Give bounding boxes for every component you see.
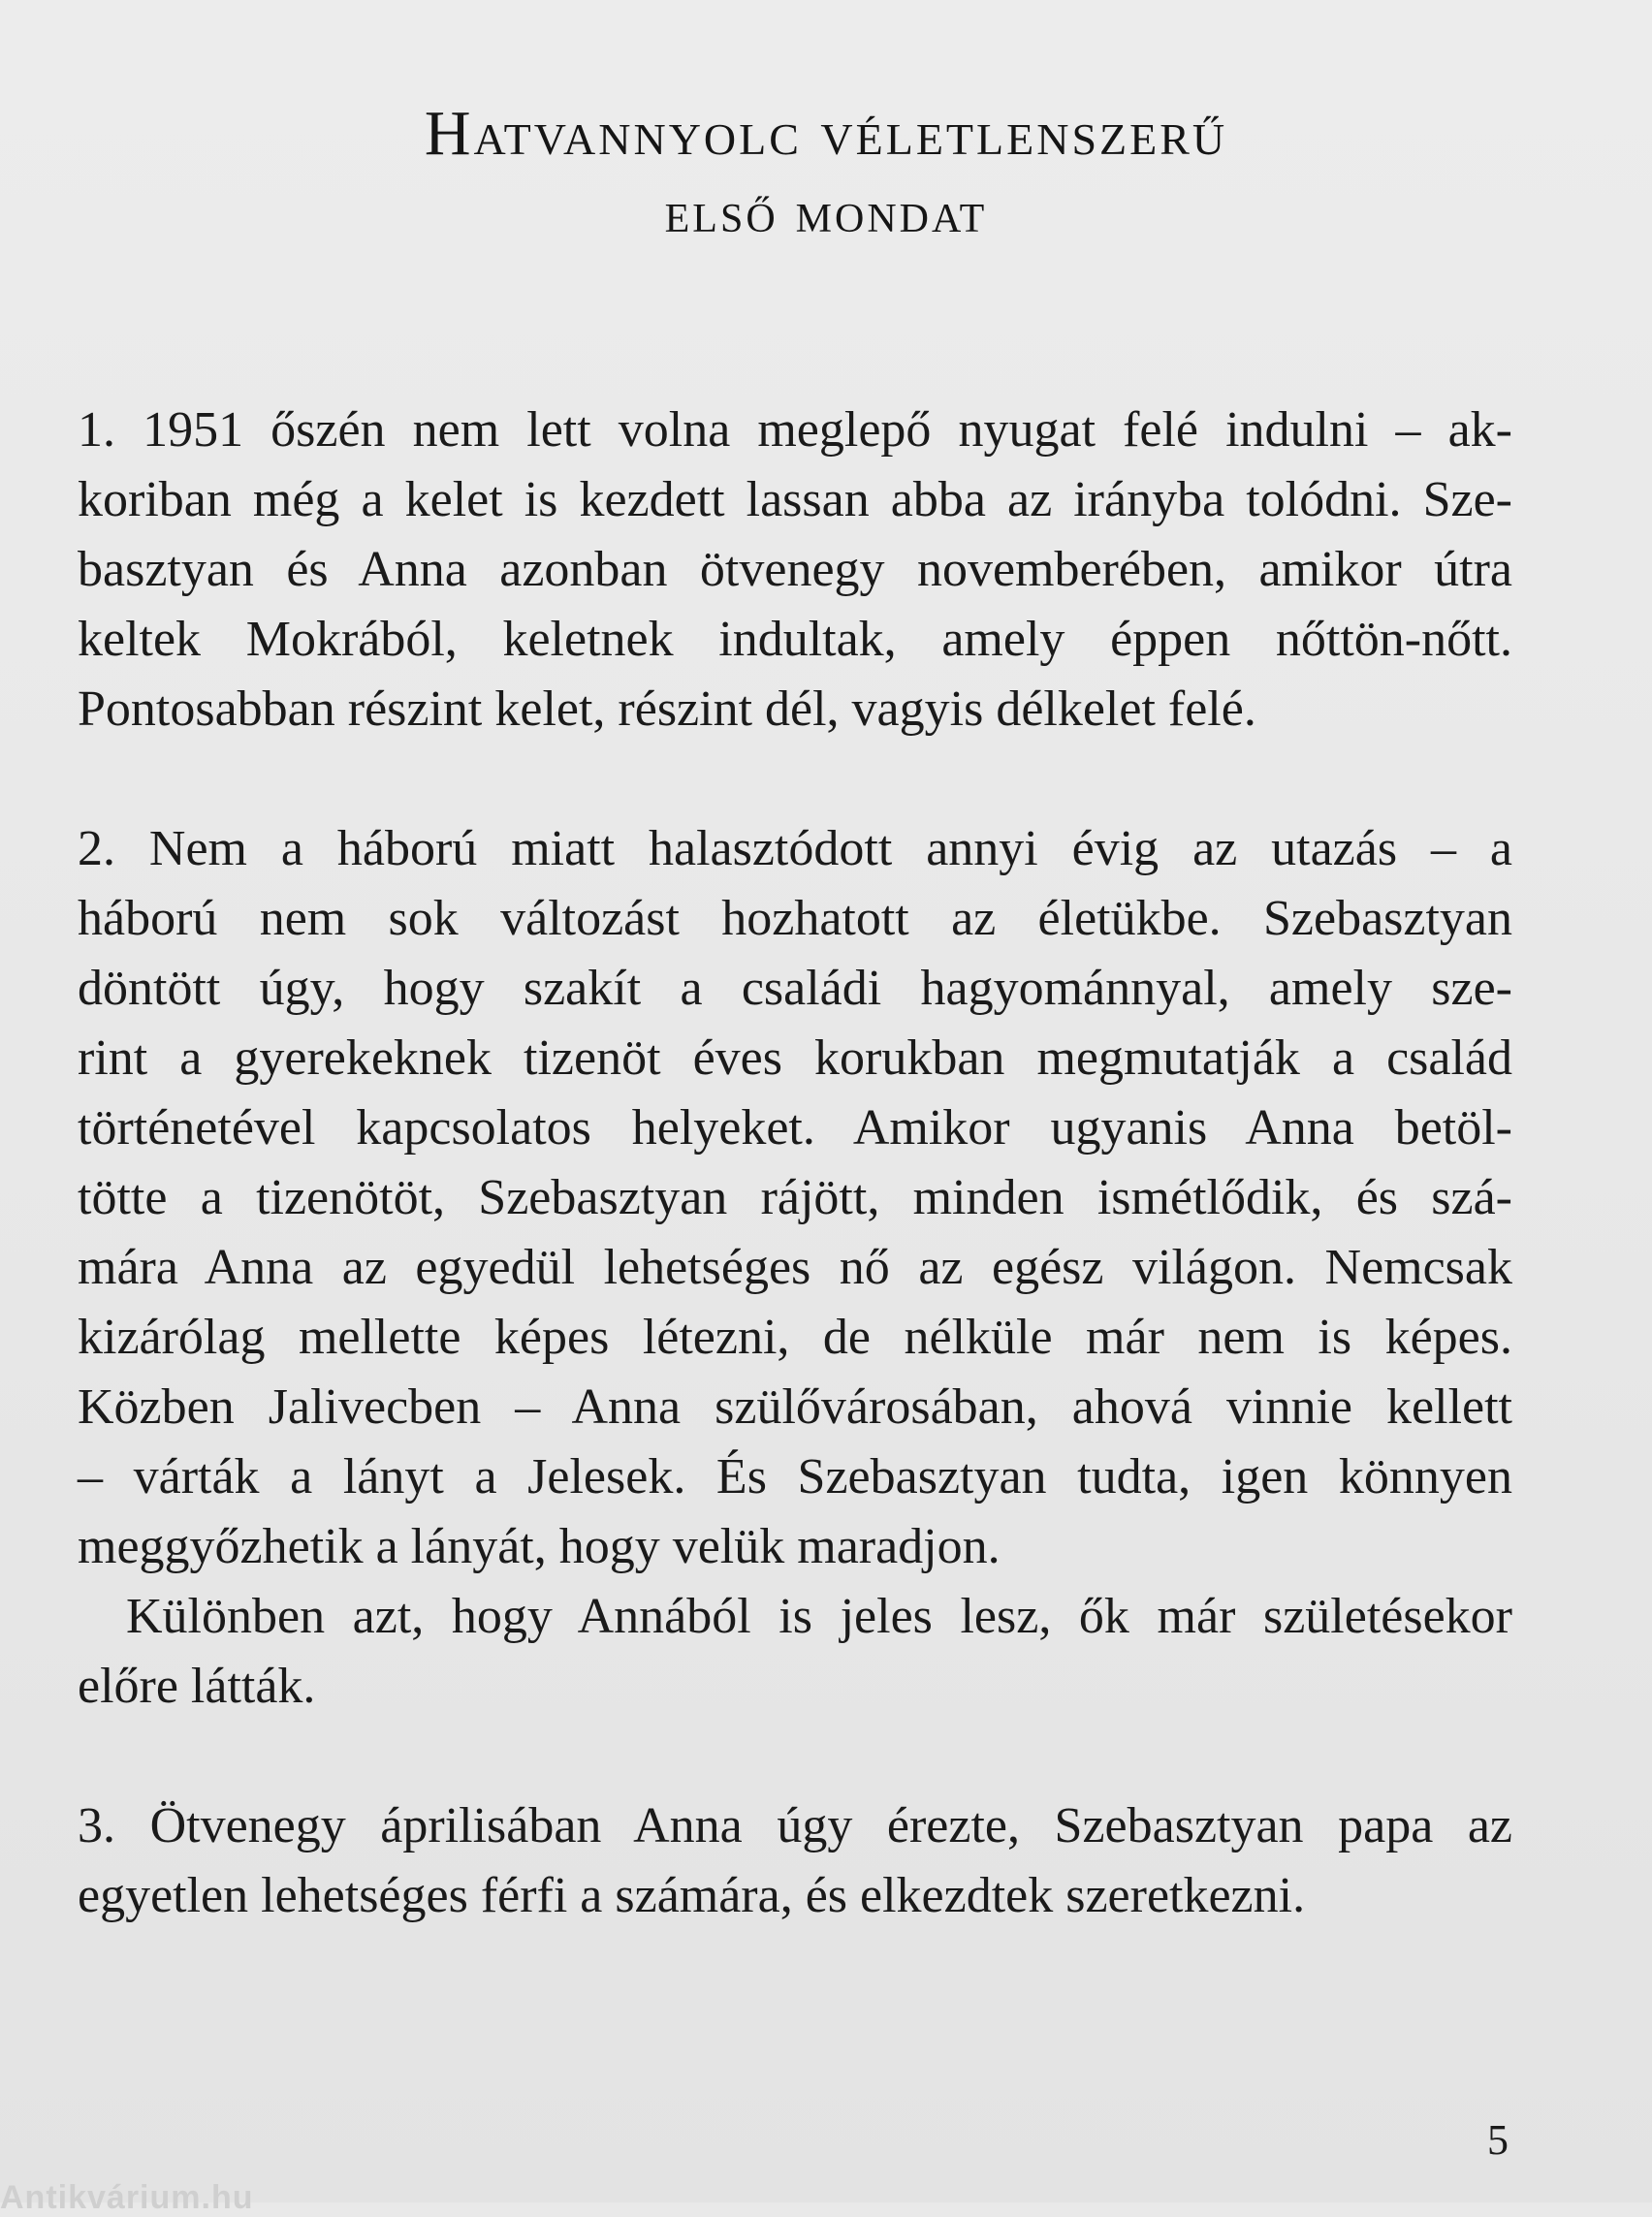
page-number: 5 (1487, 2116, 1509, 2164)
paragraph-3-line: 3. Ötvenegy áprilisában Anna úgy érezte, Szebasztyan papa az (78, 1798, 1512, 1853)
paragraph-2b-line: előre látták. (78, 1659, 316, 1714)
paragraph-2-line: rint a gyerekeknek tizenöt éves korukban megmutatják a család (78, 1030, 1512, 1086)
paragraph-1-line: keltek Mokrából, keletnek indultak, amely éppen nőttön-nőtt. (78, 612, 1512, 667)
paragraph-2-line: kizárólag mellette képes létezni, de nélküle már nem is képes. (78, 1310, 1512, 1365)
chapter-title-line-1: Hatvannyolc véletlenszerű (424, 98, 1228, 169)
paragraph-1-line: 1. 1951 őszén nem lett volna meglepő nyugat felé indulni – ak- (78, 402, 1512, 458)
paragraph-2b-line: Különben azt, hogy Annából is jeles lesz, ők már születésekor (126, 1589, 1512, 1644)
paragraph-2-line: – várták a lányt a Jelesek. És Szebasztyan tudta, igen könnyen (78, 1449, 1512, 1504)
paragraph-2-line: Közben Jalivecben – Anna szülővárosában, ahová vinnie kellett (78, 1379, 1512, 1435)
paragraph-1-line: Pontosabban részint kelet, részint dél, vagyis délkelet felé. (78, 681, 1256, 737)
paragraph-2-line: döntött úgy, hogy szakít a családi hagyománnyal, amely sze- (78, 961, 1512, 1016)
paragraph-1-line: basztyan és Anna azonban ötvenegy novemberében, amikor útra (78, 542, 1512, 597)
paragraph-2-line: történetével kapcsolatos helyeket. Amikor ugyanis Anna betöl- (78, 1100, 1512, 1156)
chapter-title-line-2: első mondat (664, 180, 988, 244)
watermark: Antikvárium.hu (0, 2179, 254, 2216)
paragraph-1-line: koriban még a kelet is kezdett lassan abba az irányba tolódni. Sze- (78, 472, 1512, 527)
paragraph-2-line: háború nem sok változást hozhatott az életükbe. Szebasztyan (78, 891, 1512, 946)
paragraph-2-line: meggyőzhetik a lányát, hogy velük maradjon. (78, 1519, 1001, 1574)
paragraph-3-line: egyetlen lehetséges férfi a számára, és elkezdtek szeretkezni. (78, 1868, 1306, 1923)
paragraph-2-line: tötte a tizenötöt, Szebasztyan rájött, minden ismétlődik, és szá- (78, 1170, 1512, 1225)
paragraph-2-line: 2. Nem a háború miatt halasztódott annyi évig az utazás – a (78, 821, 1512, 876)
paragraph-2-line: mára Anna az egyedül lehetséges nő az egész világon. Nemcsak (78, 1240, 1512, 1295)
